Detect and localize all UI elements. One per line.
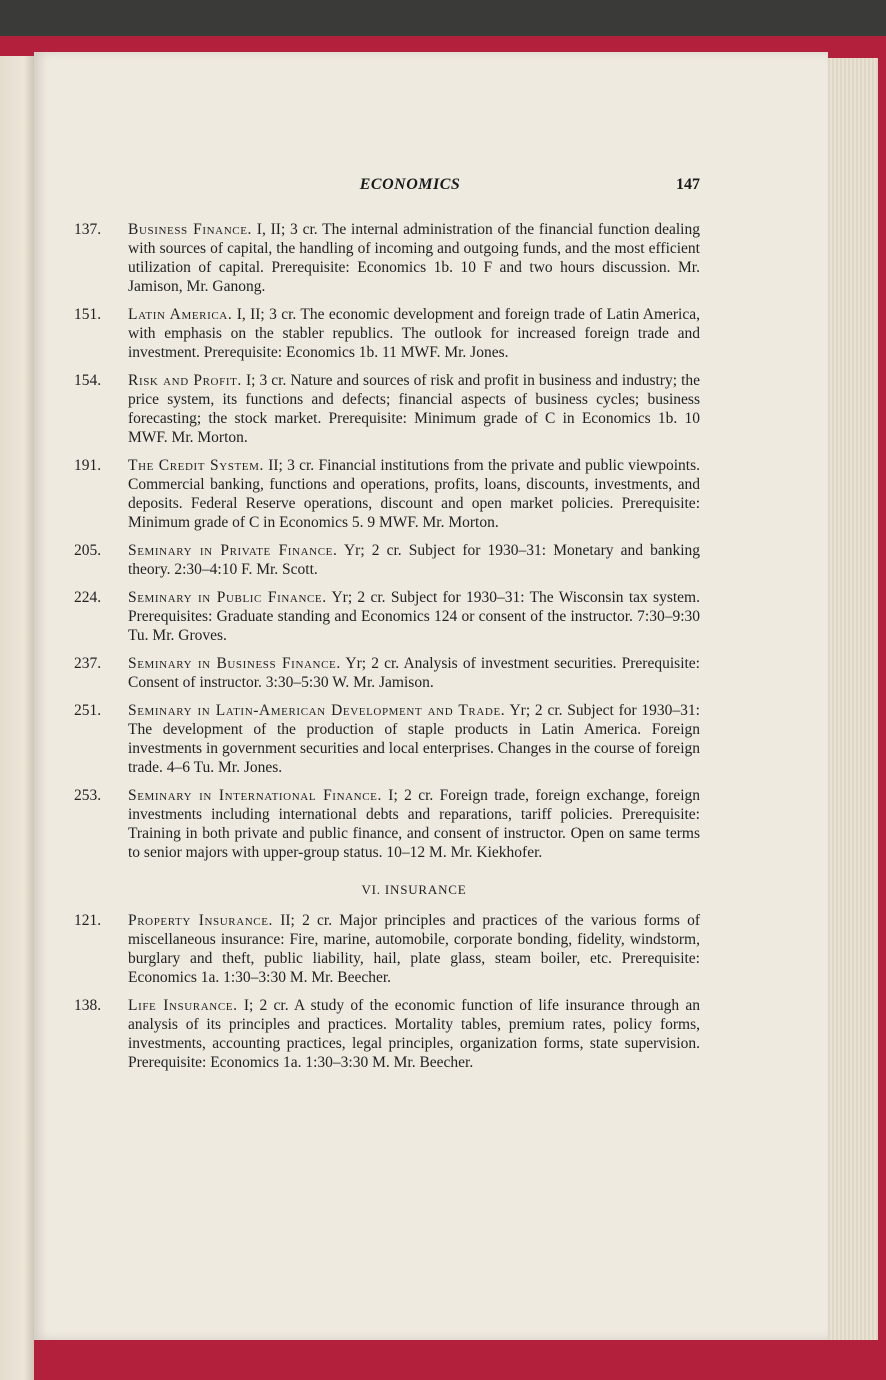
course-number: 137. (74, 221, 102, 238)
section-heading: VI. INSURANCE (361, 882, 467, 897)
course-entry (74, 456, 700, 532)
page-block-edges (826, 58, 878, 1340)
course-title: Life Insurance. (128, 997, 238, 1014)
course-number: 251. (74, 702, 102, 719)
course-description: Yr; 2 cr. Subject for 1930–31: Monetary and banking theory. 2:30–4:10 F. Mr. Scott. (128, 542, 701, 578)
course-title: Seminary in Latin-American Development and Trade. (128, 702, 506, 719)
page-number: 147 (676, 176, 700, 193)
course-entry (74, 371, 700, 447)
course-number: 191. (74, 457, 102, 474)
course-description: I; 2 cr. A study of the economic function of life insurance through an analysis of its principles and practices. Mortality tables, premium rates, policy forms, investments, accounting practices, legal principles, organization forms, state supervision. Prerequisite: Economics 1a. 1:30–3:30 M. Mr. Beecher. (128, 997, 701, 1071)
course-title: The Credit System. (128, 457, 264, 474)
course-title: Risk and Profit. (128, 372, 242, 389)
course-number: 154. (74, 372, 102, 389)
course-description: II; 2 cr. Major principles and practices of the various forms of miscellaneous insurance: Fire, marine, automobile, corporate bonding, fidelity, windstorm, burglary and theft, public liability, hail, plate glass, steam boiler, etc. Prerequisite: Economics 1a. 1:30–3:30 M. Mr. Beecher. (128, 912, 700, 986)
course-title: Seminary in Public Finance. (128, 589, 327, 606)
course-description: I; 2 cr. Foreign trade, foreign exchange, foreign investments including international debts and reparations, tariff policies. Prerequisite: Training in both private and public finance, and consent of instructor. Open on same terms to senior majors with upper-group status. 10–12 M. Mr. Kiekhofer. (128, 787, 701, 861)
course-description: Yr; 2 cr. Subject for 1930–31: The Wisconsin tax system. Prerequisites: Graduate standing and Economics 124 or consent of the instructor. 7:30–9:30 Tu. Mr. Groves. (128, 589, 700, 644)
course-description: Yr; 2 cr. Analysis of investment securities. Prerequisite: Consent of instructor. 3:30–5:30 W. Mr. Jamison. (128, 655, 700, 691)
course-description: Yr; 2 cr. Subject for 1930–31: The development of the production of staple products in Latin America. Foreign investments in government securities and local enterprises. Changes in the course of foreign trade. 4–6 Tu. Mr. Jones. (128, 702, 700, 776)
course-entry (74, 911, 700, 987)
course-entry (74, 220, 700, 296)
course-entry (74, 701, 700, 777)
course-number: 121. (74, 912, 102, 929)
course-description: I; 3 cr. Nature and sources of risk and profit in business and industry; the price system, its functions and defects; financial aspects of business cycles; business forecasting; the stock market. Prerequisite: Minimum grade of C in Economics 1b. 10 MWF. Mr. Morton. (128, 372, 701, 446)
course-entry (74, 654, 700, 692)
course-entry (74, 541, 700, 579)
course-title: Seminary in Business Finance. (128, 655, 341, 672)
course-entry (74, 305, 700, 362)
course-entry (74, 996, 700, 1072)
course-number: 205. (74, 542, 102, 559)
left-page-edge (0, 56, 34, 1380)
course-description: II; 3 cr. Financial institutions from the private and public viewpoints. Commercial banking, functions and operations, profits, loans, discounts, investments, and deposits. Federal Reserve operations, discount and open market policies. Prerequisite: Minimum grade of C in Economics 5. 9 MWF. Mr. Morton. (128, 457, 700, 531)
course-title: Seminary in Private Finance. (128, 542, 338, 559)
running-head (120, 176, 700, 200)
page-title: ECONOMICS (359, 176, 461, 193)
course-title: Business Finance. (128, 221, 252, 238)
course-title: Latin America. (128, 306, 233, 323)
course-title: Property Insurance. (128, 912, 274, 929)
course-description: I, II; 3 cr. The internal administration of the financial function dealing with sources of capital, the handling of incoming and outgoing funds, and the most efficient utilization of capital. Prerequisite: Economics 1b. 10 F and two hours discussion. Mr. Jamison, Mr. Ganong. (128, 221, 700, 295)
course-number: 138. (74, 997, 102, 1014)
course-list (74, 220, 700, 1081)
course-number: 151. (74, 306, 102, 323)
course-number: 237. (74, 655, 102, 672)
course-number: 224. (74, 589, 102, 606)
course-entry (74, 588, 700, 645)
course-title: Seminary in International Finance. (128, 787, 382, 804)
course-entry (74, 786, 700, 862)
course-description: I, II; 3 cr. The economic development and foreign trade of Latin America, with emphasis on the stabler republics. The outlook for increased foreign trade and investment. Prerequisite: Economics 1b. 11 MWF. Mr. Jones. (128, 306, 700, 361)
course-number: 253. (74, 787, 102, 804)
